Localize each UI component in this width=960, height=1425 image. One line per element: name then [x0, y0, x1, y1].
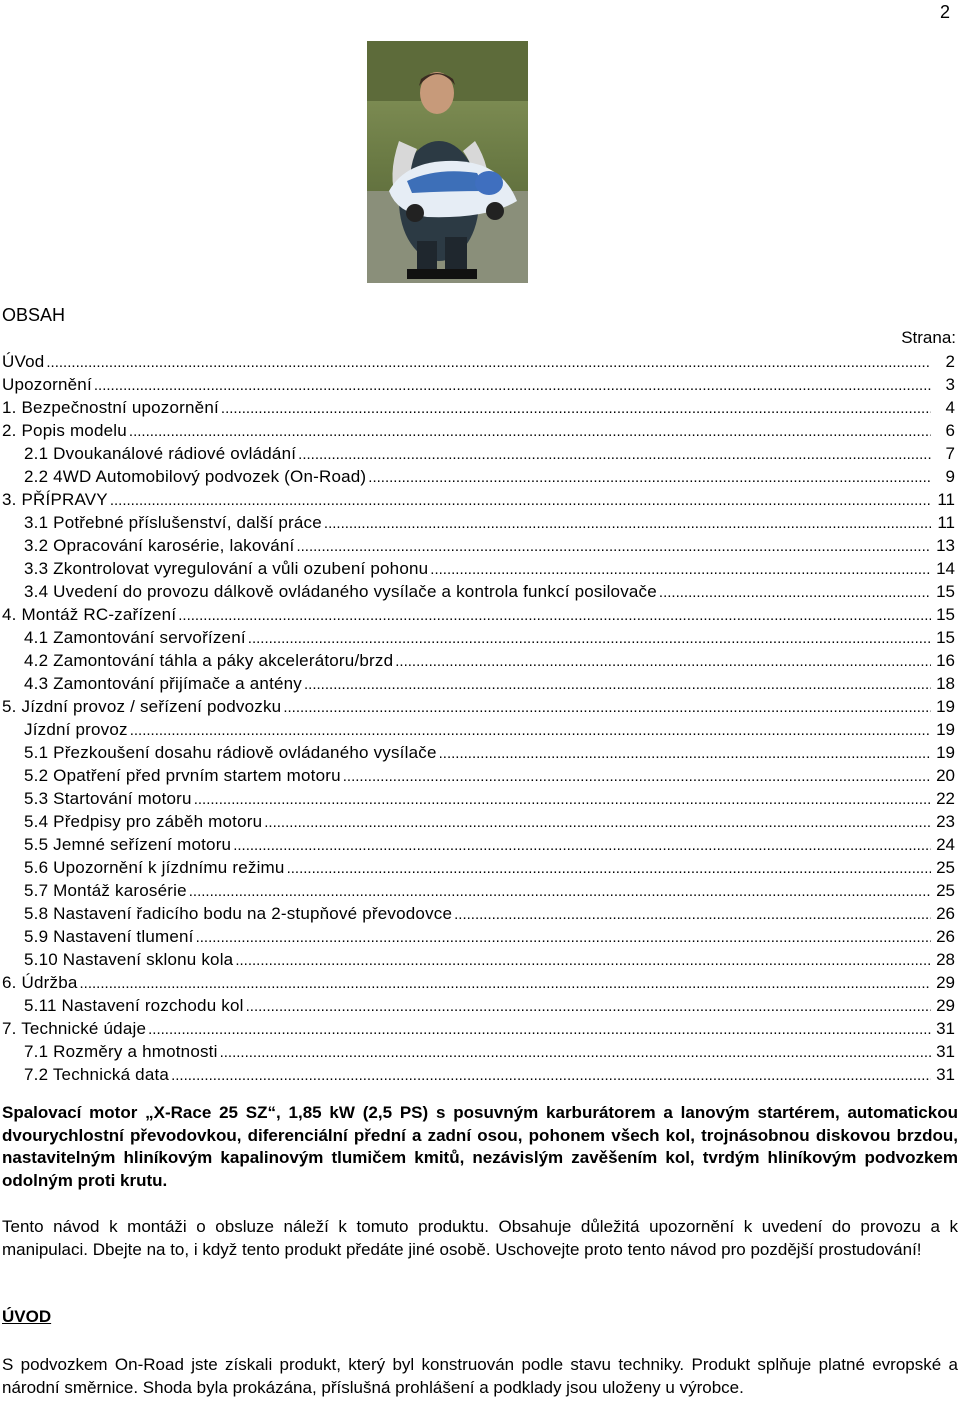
toc-entry-title: Upozornění [2, 375, 92, 394]
toc-entry-title: 3.1 Potřebné příslušenství, další práce [24, 513, 322, 532]
toc-entry-title: 7.1 Rozměry a hmotnosti [24, 1042, 218, 1061]
toc-entry[interactable] [2, 833, 955, 856]
toc-entry-page: 18 [936, 674, 955, 693]
toc-entry[interactable] [2, 350, 955, 373]
intro-paragraph: Tento návod k montáži o obsluze náleží k tomuto produktu. Obsahuje důležitá upozornění k uvedení do provozu a k manipulaci. Dbejte na to, i když tento produkt předáte jiné osobě. Uschovejte proto tento návod pro pozdější prostudování! [2, 1217, 958, 1259]
toc-entry[interactable] [2, 879, 955, 902]
toc-entry[interactable] [2, 741, 955, 764]
toc-dot-leader [343, 765, 931, 787]
toc-entry-page: 20 [936, 766, 955, 785]
toc-entry[interactable] [2, 649, 955, 672]
toc-dot-leader [395, 650, 931, 672]
toc-entry-page: 26 [936, 904, 955, 923]
toc-entry-title: 4.2 Zamontování táhla a páky akcelerátoru/brzd [24, 651, 394, 670]
toc-entry[interactable] [2, 764, 955, 787]
uvod-paragraph: S podvozkem On-Road jste získali produkt, který byl konstruován podle stavu techniky. Produkt splňuje platné evropské a národní směrnice. Shoda byla prokázána, příslušná prohlášení a podklady jsou uloženy u výrobce. [2, 1355, 958, 1397]
cover-photo [367, 41, 528, 283]
toc-entry-page: 31 [936, 1065, 955, 1084]
toc-entry[interactable] [2, 695, 955, 718]
toc-entry-page: 6 [945, 421, 955, 440]
toc-dot-leader [298, 443, 931, 465]
toc-dot-leader [220, 1041, 931, 1063]
toc-dot-leader [430, 558, 931, 580]
toc-dot-leader [221, 397, 931, 419]
toc-entry-page: 29 [936, 996, 955, 1015]
toc-entry-title: 2.2 4WD Automobilový podvozek (On-Road) [24, 467, 367, 486]
toc-dot-leader [235, 949, 931, 971]
photo-illustration [367, 41, 528, 283]
toc-dot-leader [439, 742, 931, 764]
toc-entry-title: 3.3 Zkontrolovat vyregulování a vůli ozubení pohonu [24, 559, 429, 578]
toc-entry-page: 29 [936, 973, 955, 992]
toc-dot-leader [196, 926, 931, 948]
page-number: 2 [939, 2, 950, 22]
toc-entry[interactable] [2, 1063, 955, 1086]
toc-entry-page: 4 [945, 398, 955, 417]
toc-dot-leader [454, 903, 931, 925]
toc-entry-page: 3 [945, 375, 955, 394]
toc-entry-title: 4.1 Zamontování servořízení [24, 628, 246, 647]
toc-entry-page: 9 [945, 467, 955, 486]
toc-entry-title: 5.6 Upozornění k jízdnímu režimu [24, 858, 285, 877]
toc-entry-title: 4. Montáž RC-zařízení [2, 605, 177, 624]
toc-title: OBSAH [2, 305, 66, 325]
toc-entry-title: 2.1 Dvoukanálové rádiové ovládání [24, 444, 297, 463]
toc-entry[interactable] [2, 672, 955, 695]
toc-entry-page: 11 [937, 513, 955, 532]
toc-entry[interactable] [2, 511, 955, 534]
toc-dot-leader [304, 673, 931, 695]
toc-entry[interactable] [2, 419, 955, 442]
toc-dot-leader [194, 788, 931, 810]
toc-dot-leader [368, 466, 931, 488]
toc-dot-leader [171, 1064, 931, 1086]
toc-entry[interactable] [2, 1017, 955, 1040]
toc-entry-page: 23 [936, 812, 955, 831]
toc-entry-title: 1. Bezpečnostní upozornění [2, 398, 219, 417]
toc-entry-title: 3.2 Opracování karosérie, lakování [24, 536, 295, 555]
toc-entry-page: 14 [936, 559, 955, 578]
toc-dot-leader [296, 535, 931, 557]
toc-dot-leader [80, 972, 931, 994]
toc-entry[interactable] [2, 442, 955, 465]
toc-entry-page: 28 [936, 950, 955, 969]
toc-entry-page: 24 [936, 835, 955, 854]
toc-entry[interactable] [2, 902, 955, 925]
toc-entry-title: 5.7 Montáž karosérie [24, 881, 187, 900]
toc-dot-leader [264, 811, 931, 833]
toc-entry-title: 3. PŘÍPRAVY [2, 490, 108, 509]
toc-entry-page: 15 [936, 605, 955, 624]
toc-entry-page: 11 [937, 490, 955, 509]
toc-entry[interactable] [2, 810, 955, 833]
toc-entry-title: 5.4 Předpisy pro záběh motoru [24, 812, 263, 831]
toc-entry-page: 19 [936, 697, 955, 716]
toc-entry[interactable] [2, 396, 955, 419]
toc-entry[interactable] [2, 856, 955, 879]
toc-entry-page: 7 [945, 444, 955, 463]
toc-dot-leader [94, 374, 931, 396]
toc-entry-page: 15 [936, 582, 955, 601]
toc-dot-leader [148, 1018, 931, 1040]
toc-dot-leader [287, 857, 931, 879]
toc-entry[interactable] [2, 971, 955, 994]
toc-page-column-label: Strana: [901, 328, 956, 347]
toc-entry[interactable] [2, 534, 955, 557]
toc-entry[interactable] [2, 626, 955, 649]
toc-entry-page: 19 [936, 743, 955, 762]
toc-dot-leader [130, 719, 931, 741]
toc-entry-title: 5.2 Opatření před prvním startem motoru [24, 766, 341, 785]
uvod-heading: ÚVOD [2, 1307, 52, 1326]
toc-entry-title: 7. Technické údaje [2, 1019, 147, 1038]
toc-entry-title: 5.10 Nastavení sklonu kola [24, 950, 234, 969]
toc-entry-title: 5.1 Přezkoušení dosahu rádiově ovládaného vysílače [24, 743, 437, 762]
toc-dot-leader [46, 351, 931, 373]
toc-dot-leader [246, 995, 931, 1017]
toc-entry-title: 3.4 Uvedení do provozu dálkově ovládaného vysílače a kontrola funkcí posilovače [24, 582, 657, 601]
toc-dot-leader [178, 604, 931, 626]
engine-description-paragraph: Spalovací motor „X-Race 25 SZ“, 1,85 kW (2,5 PS) s posuvným karburátorem a lanovým startérem, automatickou dvourychlostní převodovkou, diferenciální přední a zadní osou, pohonem všech kol, trojnásobnou diskovou brzdou, nastavitelným hliníkovým kapalinovým tlumičem kmitů, nezávislým zavěšením kol, tvrdým hliníkovým podvozkem odolným proti krutu. [2, 1103, 958, 1191]
toc-entry-page: 26 [936, 927, 955, 946]
toc-entry-page: 31 [936, 1019, 955, 1038]
toc-entry[interactable] [2, 718, 955, 741]
toc-entry-title: 5.8 Nastavení řadicího bodu na 2-stupňové převodovce [24, 904, 453, 923]
toc-entry[interactable] [2, 488, 955, 511]
toc-dot-leader [233, 834, 931, 856]
toc-entry[interactable] [2, 787, 955, 810]
toc-entry[interactable] [2, 580, 955, 603]
toc-entry[interactable] [2, 925, 955, 948]
toc-entry-page: 15 [936, 628, 955, 647]
toc-entry-title: 6. Údržba [2, 973, 78, 992]
toc-entry[interactable] [2, 465, 955, 488]
toc-entry[interactable] [2, 603, 955, 626]
toc-entry[interactable] [2, 373, 955, 396]
toc-entry-title: 2. Popis modelu [2, 421, 127, 440]
toc-entry[interactable] [2, 557, 955, 580]
toc-entry-title: 5.9 Nastavení tlumení [24, 927, 194, 946]
toc-entry-page: 22 [936, 789, 955, 808]
toc-entry-page: 16 [936, 651, 955, 670]
toc-entry[interactable] [2, 948, 955, 971]
toc-entry-page: 31 [936, 1042, 955, 1061]
toc-entry-page: 13 [936, 536, 955, 555]
toc-entry-title: 5.3 Startování motoru [24, 789, 192, 808]
toc-entry-page: 25 [936, 858, 955, 877]
toc-entry-page: 25 [936, 881, 955, 900]
table-of-contents [2, 350, 955, 1086]
toc-dot-leader [283, 696, 931, 718]
toc-entry-title: 7.2 Technická data [24, 1065, 170, 1084]
toc-entry-page: 19 [936, 720, 955, 739]
toc-entry-title: 5. Jízdní provoz / seřízení podvozku [2, 697, 282, 716]
toc-entry[interactable] [2, 1040, 955, 1063]
toc-dot-leader [189, 880, 931, 902]
toc-dot-leader [129, 420, 931, 442]
toc-dot-leader [659, 581, 931, 603]
toc-entry[interactable] [2, 994, 955, 1017]
toc-entry-title: ÚVod [2, 352, 45, 371]
toc-entry-page: 2 [945, 352, 955, 371]
toc-entry-title: 5.5 Jemné seřízení motoru [24, 835, 232, 854]
toc-dot-leader [110, 489, 931, 511]
toc-dot-leader [248, 627, 931, 649]
toc-entry-title: Jízdní provoz [24, 720, 128, 739]
toc-entry-title: 5.11 Nastavení rozchodu kol [24, 996, 244, 1015]
toc-dot-leader [324, 512, 931, 534]
toc-entry-title: 4.3 Zamontování přijímače a antény [24, 674, 303, 693]
